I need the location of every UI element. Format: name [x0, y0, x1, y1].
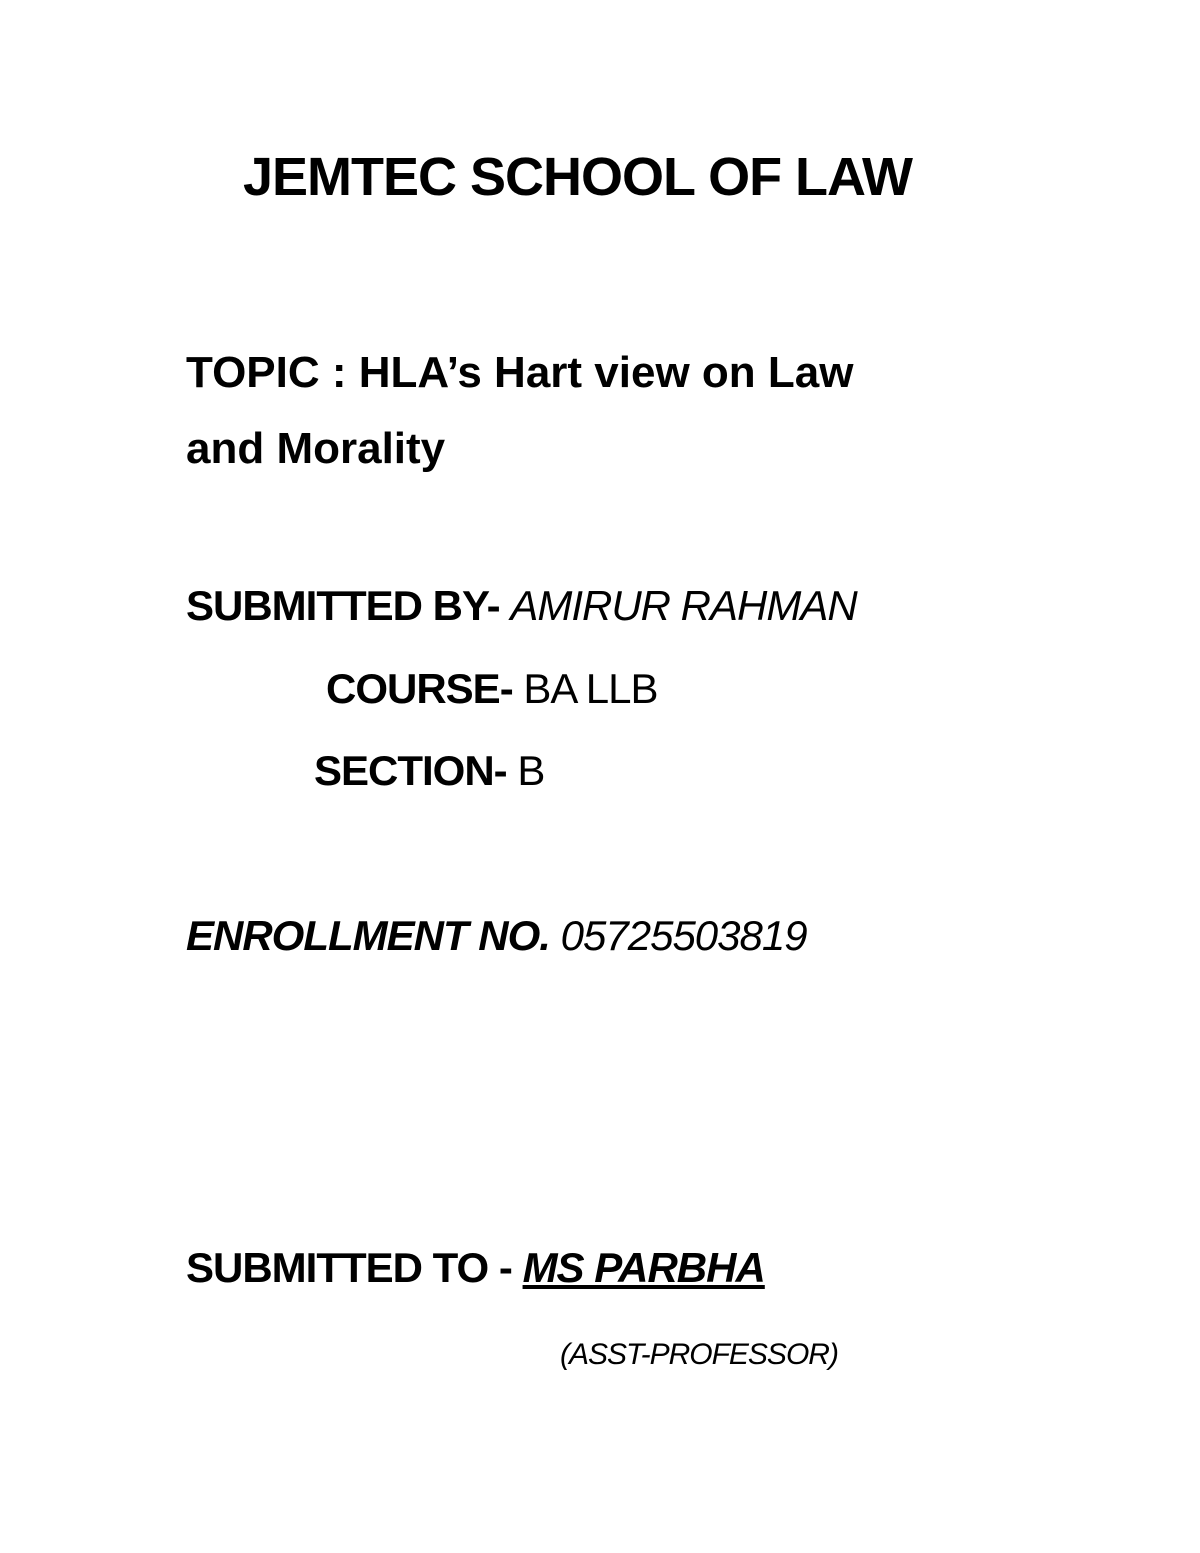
submitted-by-row	[186, 582, 857, 629]
submitted-to-value: MS PARBHA	[522, 1244, 765, 1291]
school-title: JEMTEC SCHOOL OF LAW	[243, 147, 913, 207]
section-label: SECTION-	[314, 747, 507, 794]
designation: (ASST-PROFESSOR)	[560, 1338, 838, 1371]
submitted-to-label: SUBMITTED TO -	[186, 1244, 512, 1291]
course-label: COURSE-	[326, 665, 513, 712]
submitted-to-row	[186, 1244, 765, 1291]
enrollment-label: ENROLLMENT NO.	[186, 912, 550, 959]
course-row	[326, 665, 658, 712]
section-value: B	[517, 747, 545, 794]
topic-line-1: TOPIC : HLA’s Hart view on Law	[186, 348, 854, 397]
section-row	[314, 747, 545, 794]
submitted-by-label: SUBMITTED BY-	[186, 582, 500, 629]
submitted-by-value: AMIRUR RAHMAN	[510, 582, 857, 629]
course-value: BA LLB	[523, 665, 658, 712]
enrollment-row	[186, 912, 807, 959]
topic-line-2: and Morality	[186, 424, 446, 473]
topic-heading	[186, 335, 986, 487]
enrollment-value: 05725503819	[560, 912, 807, 959]
